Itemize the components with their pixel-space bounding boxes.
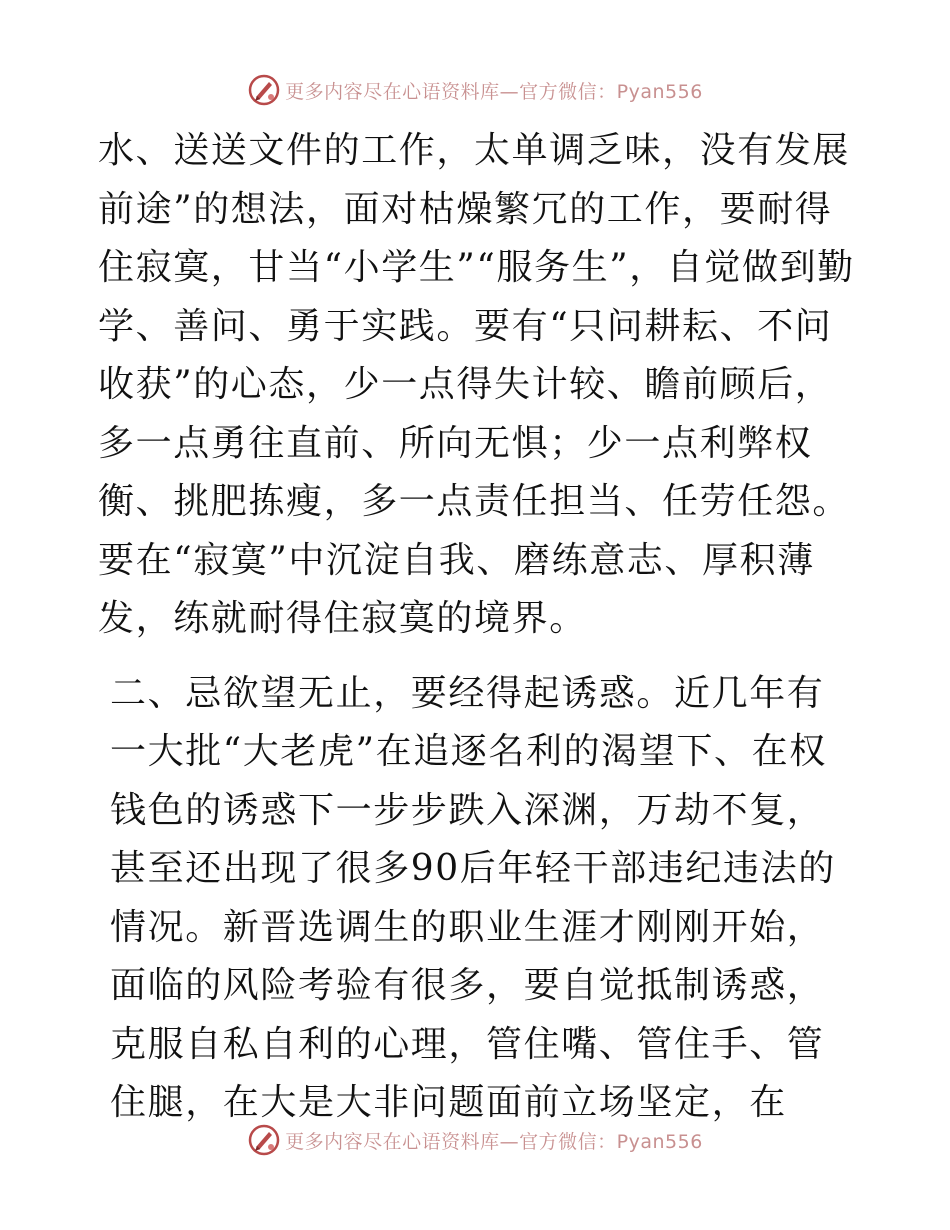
watermark-label: 更多内容尽在心语资料库—官方微信：	[285, 80, 617, 103]
paragraph-1: 水、送送文件的工作，太单调乏味，没有发展前途”的想法，面对枯燥繁冗的工作，要耐得住寂寞，甘当“小学生”“服务生”，自觉做到勤学、善问、勇于实践。要有“只问耕耘、不问收获”的心态，少一点得失计较、瞻前顾后，多一点勇往直前、所向无惧；少一点利弊权衡、挑肥拣瘦，多一点责任担当、任劳任怨。要在“寂寞”中沉淀自我、磨练意志、厚积薄发，练就耐得住寂寞的境界。	[98, 130, 855, 639]
header-watermark	[0, 70, 950, 110]
pen-seal-icon	[247, 73, 281, 107]
watermark-wechat-id: Pyan556	[616, 1130, 703, 1153]
watermark-text	[285, 77, 703, 104]
footer-watermark	[0, 1120, 950, 1160]
watermark-wechat-id: Pyan556	[616, 80, 703, 103]
paragraph-2: 二、忌欲望无止，要经得起诱惑。近几年有一大批“大老虎”在追逐名利的渴望下、在权钱色的诱惑下一步步跌入深渊，万劫不复，甚至还出现了很多90后年轻干部违纪违法的情况。新晋选调生的职业生涯才刚刚开始，面临的风险考验有很多，要自觉抵制诱惑，克服自私自利的心理，管住嘴、管住手、管住腿，在大是大非问题面前立场坚定，在	[110, 672, 836, 1123]
watermark-label: 更多内容尽在心语资料库—官方微信：	[285, 1130, 617, 1153]
pen-seal-icon	[247, 1123, 281, 1157]
document-body	[98, 122, 858, 1133]
watermark-text	[285, 1127, 703, 1154]
